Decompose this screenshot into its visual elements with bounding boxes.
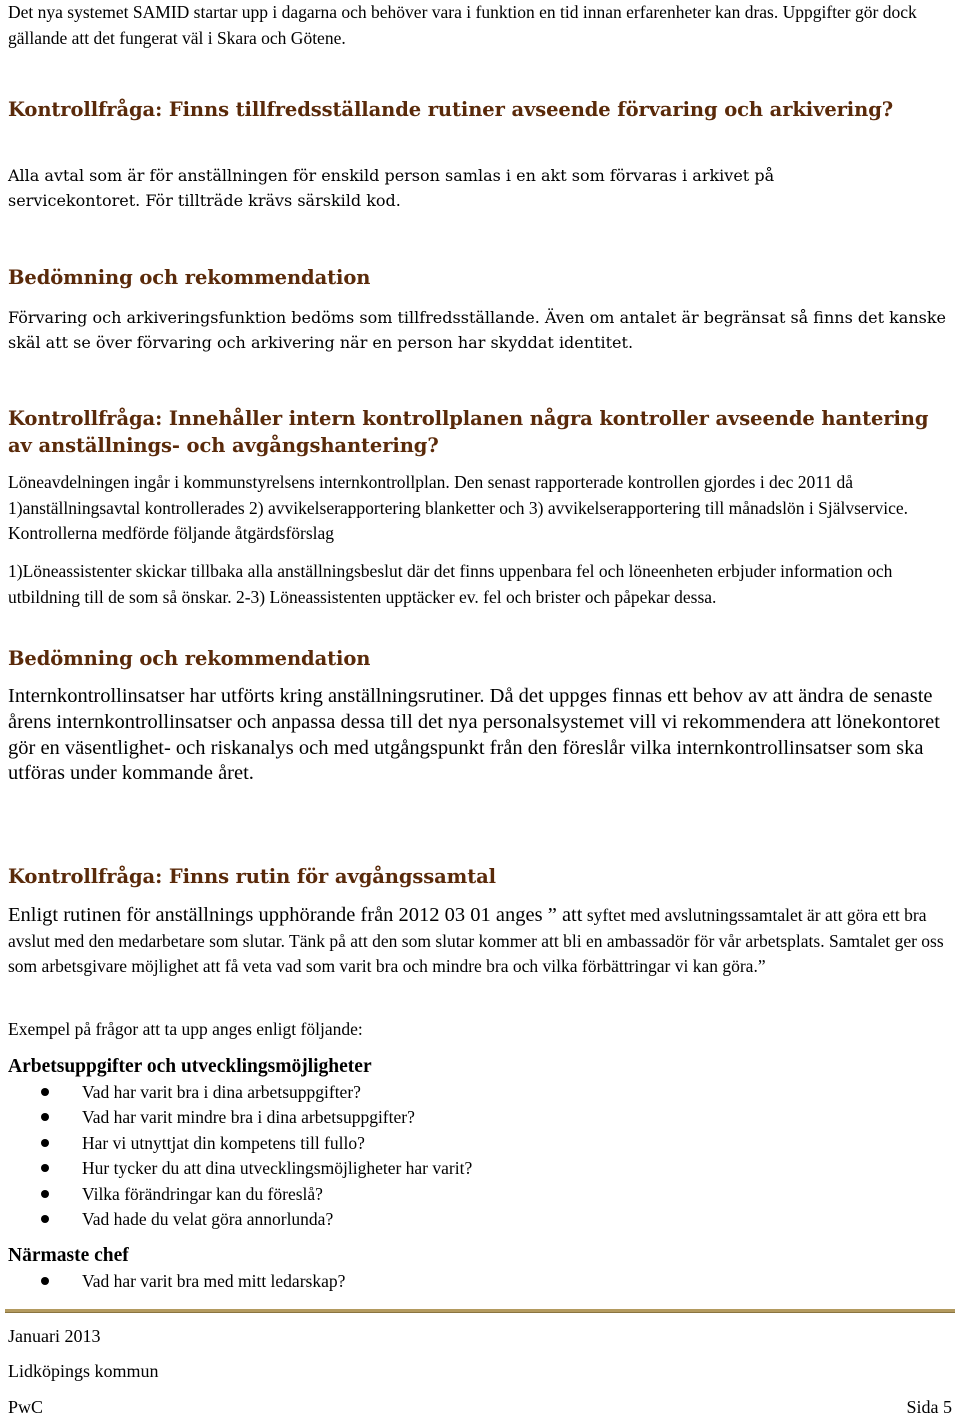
- list-item: [8, 1156, 472, 1181]
- section2-text2: 1)Löneassistenter skickar tillbaka alla anställningsbeslut där det finns uppenbara fel och löneenheten erbjuder information och utbildning till de som så önskar. 2-3) Löneassistenten upptäcker ev. fel och brister och påpekar dessa.: [8, 561, 893, 607]
- intro-paragraph: Det nya systemet SAMID startar upp i dagarna och behöver vara i funktion en tid innan erfarenheter kan dras. Uppgifter gör dock gällande att det fungerat väl i Skara och Götene.: [8, 2, 917, 48]
- bullet-icon: [41, 1088, 49, 1096]
- list-item: [8, 1207, 472, 1232]
- bullet-icon: [41, 1139, 49, 1147]
- group1-title: Arbetsuppgifter och utvecklingsmöjligheter: [8, 1056, 372, 1077]
- bullet-icon: [41, 1113, 49, 1121]
- bullet-icon: [41, 1215, 49, 1223]
- list-item: [8, 1131, 472, 1156]
- group2-title: Närmaste chef: [8, 1245, 129, 1266]
- section3-quote: [8, 903, 948, 980]
- footer-page-number: Sida 5: [906, 1397, 952, 1417]
- footer-rule: [5, 1309, 955, 1313]
- list-item-text: Hur tycker du att dina utvecklingsmöjligheter har varit?: [82, 1158, 473, 1179]
- footer-date: Januari 2013: [8, 1326, 101, 1346]
- section1-heading: Kontrollfråga: Finns tillfredsställande rutiner avseende förvaring och arkivering?: [8, 98, 894, 121]
- list-item: [8, 1269, 345, 1294]
- section1-assessment-heading: Bedömning och rekommendation: [8, 266, 371, 289]
- section3-heading: Kontrollfråga: Finns rutin för avgångssamtal: [8, 865, 496, 888]
- list-item-text: Vad har varit bra i dina arbetsuppgifter?: [82, 1082, 361, 1102]
- list-item-text: Vad hade du velat göra annorlunda?: [82, 1208, 334, 1229]
- section1-text: Alla avtal som är för anställningen för enskild person samlas i en akt som förvaras i arkivet på servicekontoret. För tillträde krävs särskild kod.: [8, 166, 775, 211]
- bullet-icon: [41, 1164, 49, 1172]
- section1-assessment-text: Förvaring och arkiveringsfunktion bedöms som tillfredsställande. Även om antalet är begränsat så finns det kanske skäl att se över förvaring och arkivering när en person har skyddat identitet.: [8, 308, 947, 353]
- section2-assessment-text: Internkontrollinsatser har utförts kring anställningsrutiner. Då det uppges finnas ett behov av att ändra de senaste årens internkontrollinsatser och anpassa dessa till det nya personalsystemet vill vi rekommendera att lönekontoret gör en väsentlighet- och riskanalys och med utgångspunkt från den föreslår vilka internkontrollinsatser som ska utföras under kommande året.: [8, 685, 940, 785]
- footer-company: PwC: [8, 1397, 44, 1417]
- section2-heading: Kontrollfråga: Innehåller intern kontrollplanen några kontroller avseende hantering av anställnings- och avgångshantering?: [8, 407, 929, 457]
- section3-quote-lead: Enligt rutinen för anställnings upphörande från 2012 03 01 anges ” att: [8, 904, 583, 926]
- section2-assessment-heading: Bedömning och rekommendation: [8, 647, 371, 670]
- list-item-text: Vilka förändringar kan du föreslå?: [82, 1183, 323, 1204]
- list-item-text: Vad har varit bra med mitt ledarskap?: [82, 1271, 346, 1291]
- list-item: [8, 1182, 472, 1207]
- section2-text1: Löneavdelningen ingår i kommunstyrelsens internkontrollplan. Den senast rapporterade kontrollen gjordes i dec 2011 då 1)anställningsavtal kontrollerades 2) avvikelserapportering blanketter och 3) avvikelserapportering till månadslön i Självservice. Kontrollerna medförde följande åtgärdsförslag: [8, 472, 908, 543]
- bullet-icon: [41, 1277, 49, 1285]
- list-item: [8, 1080, 472, 1105]
- bullet-icon: [41, 1190, 49, 1198]
- group2-list: [8, 1269, 345, 1294]
- footer-organization: Lidköpings kommun: [8, 1361, 159, 1381]
- examples-intro: Exempel på frågor att ta upp anges enligt följande:: [8, 1019, 363, 1039]
- list-item-text: Vad har varit mindre bra i dina arbetsuppgifter?: [82, 1107, 415, 1128]
- group1-list: [8, 1080, 472, 1232]
- list-item-text: Har vi utnyttjat din kompetens till fullo?: [82, 1132, 365, 1153]
- list-item: [8, 1105, 472, 1130]
- section3-quote-rest: syftet med avslutningssamtalet är att göra ett bra avslut med den medarbetare som slutar. Tänk på att den som slutar kommer att bli en ambassadör för vår arbetsplats. Samtalet ger oss som arbetsgivare möjlighet att få veta vad som varit bra och mindre bra och vilka förbättringar vi kan göra.”: [8, 905, 944, 976]
